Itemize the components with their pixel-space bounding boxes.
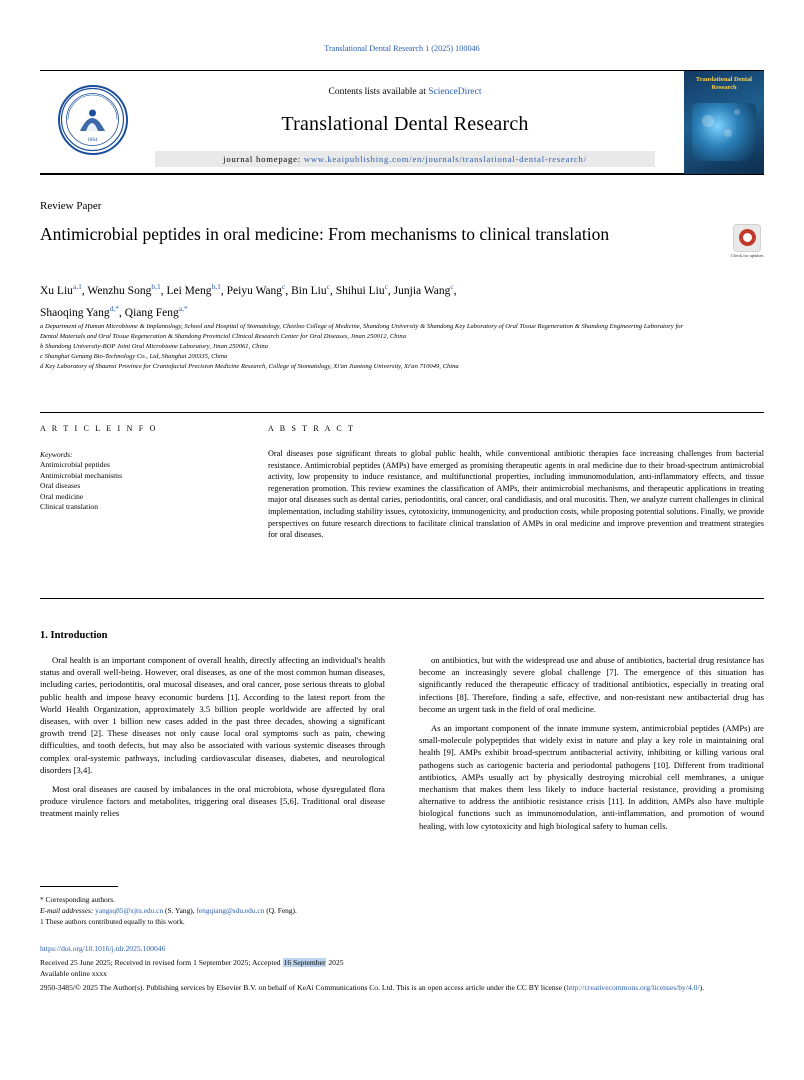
page-title: Antimicrobial peptides in oral medicine: From mechanisms to clinical translation xyxy=(40,224,610,244)
body-column-left xyxy=(40,654,385,820)
sciencedirect-link[interactable]: ScienceDirect xyxy=(428,87,482,97)
running-head: Translational Dental Research 1 (2025) 100046 xyxy=(324,44,480,53)
info-top-rule xyxy=(40,412,764,413)
history-prefix: Received 25 June 2025; Received in revised form 1 September 2025; Accepted xyxy=(40,958,283,967)
cover-bubble-icon xyxy=(702,115,714,127)
cover-bubble-icon xyxy=(734,109,740,115)
email1-suffix: (S. Yang), xyxy=(163,906,197,915)
copyright-text: 2950-3485/© 2025 The Author(s). Publishing services by Elsevier B.V. on behalf of KeAi Communications Co. Ltd. This is an open access article under the CC BY license ( xyxy=(40,983,567,992)
publication-history xyxy=(40,957,560,979)
paragraph: As an important component of the innate immune system, antimicrobial peptides (AMPs) are small-molecule polypeptides that widely exist in nature and play a key role in maintaining oral health [9]. AMPs exhibit broad-spectrum antibacterial activity, inhibiting or killing various oral pathogens such as cariogenic bacteria and periodontal pathogens [10]. Different from traditional antibiotics, AMPs usually act by physically destroying microbial cell membranes, a unique mechanism that makes them less likely to induce bacterial resistance, providing a promising alternative to address the antibiotic resistance crisis [11]. In addition, AMPs also have multiple biological functions such as immunomodulation, anti-inflammation, and promotion of wound healing, with low cytotoxicity and high biological safety to human cells. xyxy=(419,723,764,831)
email-link-feng[interactable]: fengqiang@sdu.edu.cn xyxy=(196,906,265,915)
crossmark-badge[interactable] xyxy=(730,224,764,259)
keyword-item: Antimicrobial mechanisms xyxy=(40,470,123,480)
affiliation-c: c Shanghai Genang Bio-Technology Co., Ltd, Shanghai 200335, China xyxy=(40,352,228,360)
cover-bubble-icon xyxy=(724,129,732,137)
footnotes xyxy=(40,894,440,927)
abstract-heading: A B S T R A C T xyxy=(268,424,356,433)
journal-title: Translational Dental Research xyxy=(281,113,529,135)
homepage-url-link[interactable]: www.keaipublishing.com/en/journals/translational-dental-research/ xyxy=(303,154,587,164)
keywords-block xyxy=(40,450,240,512)
journal-homepage-bar xyxy=(155,151,655,167)
keywords-label: Keywords: xyxy=(40,450,73,459)
copyright-notice xyxy=(40,982,764,993)
author-list: Xu Liu$^{a,1}$, Wenzhu Song$^{b,1}$, Lei Meng$^{b,1}$, Peiyu Wang$^c$, Bin Liu$^c$, Shihui Liu$^c$, Junjia Wang$^c$, Shaoqing Yang$^{d,*}$, Qiang Feng$^{a,*}$ xyxy=(40,282,457,319)
affiliation-b: b Shandong University-BOP Joint Oral Microbiome Laboratory, Jinan 250061, China xyxy=(40,342,269,350)
affiliation-d: d Key Laboratory of Shaanxi Province for Craniofacial Precision Medicine Research, College of Stomatology, Xi'an Jiaotong University, Xi'an 710049, China xyxy=(40,362,459,370)
corresponding-author-note: * Corresponding authors. xyxy=(40,895,115,904)
journal-masthead xyxy=(40,70,764,175)
affiliations xyxy=(40,322,700,372)
keyword-item: Clinical translation xyxy=(40,502,98,512)
keyword-item: Antimicrobial peptides xyxy=(40,460,110,470)
cover-title: Translational Dental Research xyxy=(695,76,753,91)
abstract-text: Oral diseases pose significant threats to global public health, while conventional antibiotic therapies face increasing challenges from bacterial resistance. Antimicrobial peptides (AMPs) have emerged as promising therapeutic agents in oral medicine due to their broad-spectrum antimicrobial activity, low propensity to induce resistance, and multifunctional properties, including immunomodulation, anti-inflammatory effects, and tissue regeneration promotion. This review examines the classification of AMPs, their antimicrobial mechanisms, and therapeutic applications in treating major oral diseases such as dental caries, periodontitis, oral cancer, oral candidiasis, and oral mucositis. Then, we analyze current challenges in clinical implementation, including stability issues, cytotoxicity, immunogenicity, and production costs, while proposing potential solutions. Finally, we provide perspectives on future research directions to facilitate clinical translation of AMPs in oral medicine and improve prevention and treatment strategies for oral diseases. xyxy=(268,449,764,540)
crossmark-icon xyxy=(733,224,761,252)
history-suffix: 2025 xyxy=(326,958,344,967)
journal-cover-thumbnail xyxy=(684,71,764,174)
footnote-rule xyxy=(40,886,118,887)
email-label: E-mail addresses: xyxy=(40,906,94,915)
body-column-right xyxy=(419,654,764,832)
section-heading-introduction: 1. Introduction xyxy=(40,630,108,641)
doi-link[interactable]: https://doi.org/10.1016/j.tdr.2025.100046 xyxy=(40,944,166,953)
crossmark-label: Check for updates xyxy=(730,253,764,258)
shandong-university-seal-icon xyxy=(58,85,128,155)
available-online: Available online xxxx xyxy=(40,969,107,978)
contents-line xyxy=(155,87,655,97)
contents-prefix: Contents lists available at xyxy=(328,87,429,97)
article-info-heading: A R T I C L E I N F O xyxy=(40,424,158,433)
homepage-prefix: journal homepage: xyxy=(223,154,304,164)
info-bottom-rule xyxy=(40,598,764,599)
equal-contribution-note: 1 These authors contributed equally to this work. xyxy=(40,917,185,926)
paragraph: on antibiotics, but with the widespread use and abuse of antibiotics, bacterial drug resistance has become an increasingly severe global challenge [7]. The emergence of this situation has significantly reduced the therapeutic efficacy of traditional antibiotics, especially in treating oral infections [8]. Therefore, finding a safe, effective, and non-resistant new antibacterial drug has become an urgent task in the field of oral medicine. xyxy=(419,655,764,714)
keyword-item: Oral diseases xyxy=(40,481,81,491)
copyright-end: ). xyxy=(699,983,705,992)
keyword-item: Oral medicine xyxy=(40,491,84,501)
email-link-yang[interactable]: yangsq85@xjtu.edu.cn xyxy=(95,906,164,915)
email2-suffix: (Q. Feng). xyxy=(264,906,297,915)
affiliation-a: a Department of Human Microbiome & Implantology, School and Hospital of Stomatology, Cheeloo College of Medicine, Shandong University & Shandong Key Laboratory of Oral Tissue Regeneration & Shandong Engineering Laboratory for Dental Materials and Oral Tissue Regeneration & Shandong Provincial Clinical Research Center for Oral Diseases, Jinan 250012, China xyxy=(40,323,684,340)
paragraph: Oral health is an important component of overall health, directly affecting an individual's health status and overall well-being. However, oral diseases, as one of the most common human diseases, including caries, periodontitis, oral mucosal diseases, and oral cancer, pose serious threats to global public health and impose heavy economic burdens [1]. According to the latest report from the World Health Organization, approximately 3.5 billion people worldwide are affected by oral diseases, with over 1 billion new cases added in the past three decades, showing a significant growth trend [2]. These diseases not only cause local oral symptoms such as pain, chewing difficulties, and tooth defects, but may also be associated with various systemic diseases through complex oral-systemic pathways, including cardiovascular diseases, diabetes, and neurological disorders [3,4]. xyxy=(40,655,385,775)
svg-text:1864: 1864 xyxy=(87,138,98,143)
license-link[interactable]: http://creativecommons.org/licenses/by/4.0/ xyxy=(566,983,700,992)
accepted-date-highlight: 16 September xyxy=(283,958,326,967)
article-type-label: Review Paper xyxy=(40,200,102,212)
email-note xyxy=(40,905,440,916)
paragraph: Most oral diseases are caused by imbalances in the oral microbiota, whose dysregulated flora produce virulence factors and metabolites, triggering oral diseases [5,6]. Traditional oral disease treatment mainly relies xyxy=(40,784,385,819)
